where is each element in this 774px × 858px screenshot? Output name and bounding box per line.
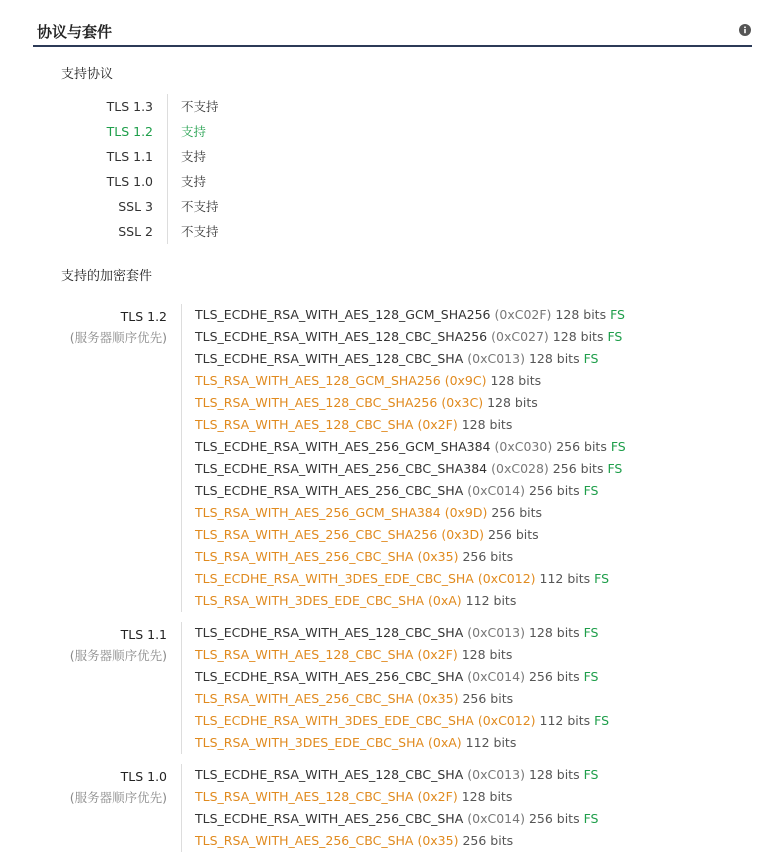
cipher-suite-bits: 256 bits [462, 833, 514, 848]
cipher-suite-bits: 128 bits [528, 351, 580, 366]
cipher-suite-row [195, 370, 626, 392]
cipher-suite-row [195, 326, 626, 348]
cipher-suite-bits: 112 bits [539, 571, 591, 586]
cipher-suite-hex: (0xC013) [467, 351, 525, 366]
suite-group-tls12 [0, 304, 774, 612]
cipher-suite-bits: 256 bits [556, 439, 607, 454]
protocol-support: 不支持 [167, 219, 219, 244]
cipher-suite-bits: 128 bits [490, 373, 542, 388]
protocol-name: TLS 1.0 [106, 174, 153, 189]
cipher-suite-name: TLS_RSA_WITH_AES_256_CBC_SHA256 [195, 527, 438, 542]
cipher-suite-bits: 256 bits [528, 669, 580, 684]
cipher-suite-row [195, 524, 626, 546]
cipher-suite-hex: (0x9D) [444, 505, 488, 520]
cipher-suite-row [195, 590, 626, 612]
cipher-suite-name: TLS_RSA_WITH_AES_256_GCM_SHA384 [195, 505, 441, 520]
cipher-suite-bits: 256 bits [528, 483, 580, 498]
cipher-suite-row [195, 710, 609, 732]
cipher-suite-row [195, 502, 626, 524]
cipher-suite-bits: 112 bits [465, 735, 517, 750]
cipher-suite-row [195, 414, 626, 436]
cipher-suite-name: TLS_RSA_WITH_AES_128_CBC_SHA256 [195, 395, 438, 410]
section-title: 协议与套件 [37, 23, 113, 41]
suite-group-label [0, 622, 181, 754]
cipher-suite-hex: (0xC014) [467, 811, 525, 826]
forward-secrecy-badge: FS [594, 713, 610, 728]
cipher-suite-hex: (0x35) [417, 833, 459, 848]
protocol-row [0, 194, 774, 219]
suite-group-version: TLS 1.0 [120, 769, 167, 784]
suite-group-tls11 [0, 622, 774, 754]
cipher-suite-name: TLS_ECDHE_RSA_WITH_AES_128_GCM_SHA256 [195, 307, 491, 322]
cipher-suite-name: TLS_ECDHE_RSA_WITH_AES_256_CBC_SHA [195, 669, 464, 684]
forward-secrecy-badge: FS [583, 767, 599, 782]
suite-group-preference: (服务器顺序优先) [69, 648, 167, 663]
cipher-suite-hex: (0x3C) [441, 395, 484, 410]
cipher-suite-row [195, 304, 626, 326]
protocol-row [0, 169, 774, 194]
protocol-name: TLS 1.2 [106, 124, 153, 139]
cipher-suite-hex: (0xC014) [467, 669, 525, 684]
cipher-suite-bits: 128 bits [528, 625, 580, 640]
cipher-suite-name: TLS_RSA_WITH_AES_128_CBC_SHA [195, 417, 414, 432]
cipher-suite-name: TLS_RSA_WITH_AES_128_CBC_SHA [195, 647, 414, 662]
cipher-suite-bits: 128 bits [528, 767, 580, 782]
cipher-suite-hex: (0x9C) [444, 373, 487, 388]
cipher-suite-row [195, 392, 626, 414]
cipher-suite-row [195, 622, 609, 644]
cipher-suite-bits: 256 bits [462, 549, 514, 564]
cipher-suite-name: TLS_RSA_WITH_AES_256_CBC_SHA [195, 833, 414, 848]
forward-secrecy-badge: FS [583, 351, 599, 366]
cipher-suite-name: TLS_ECDHE_RSA_WITH_AES_128_CBC_SHA256 [195, 329, 488, 344]
protocol-list [0, 94, 774, 244]
section-header [33, 15, 752, 47]
protocol-name: TLS 1.3 [106, 99, 153, 114]
protocol-support: 不支持 [167, 94, 219, 119]
suites-heading: 支持的加密套件 [61, 269, 153, 284]
cipher-suite-name: TLS_RSA_WITH_AES_256_CBC_SHA [195, 549, 414, 564]
cipher-suite-hex: (0xC027) [491, 329, 549, 344]
cipher-suite-hex: (0x2F) [417, 647, 458, 662]
protocols-heading: 支持协议 [61, 67, 114, 82]
suite-list [181, 304, 626, 612]
cipher-suite-bits: 112 bits [539, 713, 591, 728]
cipher-suite-bits: 256 bits [528, 811, 580, 826]
cipher-suite-name: TLS_ECDHE_RSA_WITH_3DES_EDE_CBC_SHA [195, 713, 474, 728]
cipher-suite-row [195, 666, 609, 688]
forward-secrecy-badge: FS [583, 669, 599, 684]
cipher-suite-bits: 256 bits [491, 505, 543, 520]
cipher-suite-row [195, 688, 609, 710]
cipher-suite-bits: 128 bits [487, 395, 538, 410]
suite-group-label [0, 304, 181, 612]
protocol-name: TLS 1.1 [106, 149, 153, 164]
cipher-suite-name: TLS_ECDHE_RSA_WITH_AES_256_CBC_SHA [195, 483, 464, 498]
cipher-suite-name: TLS_RSA_WITH_AES_128_CBC_SHA [195, 789, 414, 804]
cipher-suite-name: TLS_ECDHE_RSA_WITH_AES_128_CBC_SHA [195, 351, 464, 366]
cipher-suite-bits: 128 bits [552, 329, 604, 344]
forward-secrecy-badge: FS [583, 483, 599, 498]
cipher-suite-row [195, 644, 609, 666]
cipher-suite-bits: 128 bits [461, 417, 513, 432]
cipher-suite-row [195, 764, 598, 786]
protocol-support: 支持 [167, 169, 206, 194]
cipher-suite-hex: (0x3D) [441, 527, 484, 542]
forward-secrecy-badge: FS [594, 571, 610, 586]
cipher-suite-bits: 128 bits [555, 307, 607, 322]
cipher-suite-row [195, 546, 626, 568]
protocol-support: 不支持 [167, 194, 219, 219]
cipher-suite-row [195, 348, 626, 370]
suite-group-version: TLS 1.2 [120, 309, 167, 324]
cipher-suite-hex: (0xC013) [467, 625, 525, 640]
suite-list [181, 622, 609, 754]
cipher-suite-row [195, 808, 598, 830]
cipher-suite-hex: (0xC013) [467, 767, 525, 782]
cipher-suite-name: TLS_RSA_WITH_AES_128_GCM_SHA256 [195, 373, 441, 388]
cipher-suite-name: TLS_ECDHE_RSA_WITH_3DES_EDE_CBC_SHA [195, 571, 474, 586]
cipher-suite-hex: (0xC028) [491, 461, 549, 476]
protocol-name: SSL 2 [118, 224, 153, 239]
cipher-suite-hex: (0xC030) [494, 439, 553, 454]
suite-group-preference: (服务器顺序优先) [69, 790, 167, 805]
protocol-row [0, 94, 774, 119]
cipher-suite-row [195, 732, 609, 754]
cipher-suite-hex: (0xA) [428, 593, 462, 608]
cipher-suite-hex: (0xC02F) [494, 307, 552, 322]
cipher-suite-name: TLS_ECDHE_RSA_WITH_AES_256_CBC_SHA [195, 811, 464, 826]
suite-group-label [0, 764, 181, 852]
cipher-suite-bits: 256 bits [487, 527, 539, 542]
cipher-suite-row [195, 786, 598, 808]
forward-secrecy-badge: FS [583, 811, 599, 826]
cipher-suite-bits: 256 bits [462, 691, 514, 706]
cipher-suite-name: TLS_ECDHE_RSA_WITH_AES_256_GCM_SHA384 [195, 439, 491, 454]
cipher-suite-hex: (0x2F) [417, 417, 458, 432]
forward-secrecy-badge: FS [607, 329, 623, 344]
cipher-suite-hex: (0xC012) [477, 713, 536, 728]
cipher-suite-hex: (0xC012) [477, 571, 536, 586]
forward-secrecy-badge: FS [610, 439, 626, 454]
cipher-suite-row [195, 568, 626, 590]
cipher-suite-hex: (0x35) [417, 549, 459, 564]
cipher-suite-hex: (0x2F) [417, 789, 458, 804]
suite-group-preference: (服务器顺序优先) [69, 330, 167, 345]
cipher-suite-hex: (0xA) [428, 735, 462, 750]
cipher-suite-hex: (0x35) [417, 691, 459, 706]
protocol-row [0, 119, 774, 144]
suite-group-tls10 [0, 764, 774, 852]
cipher-suite-name: TLS_RSA_WITH_AES_256_CBC_SHA [195, 691, 414, 706]
cipher-suite-name: TLS_RSA_WITH_3DES_EDE_CBC_SHA [195, 593, 425, 608]
suite-list [181, 764, 598, 852]
cipher-suite-row [195, 458, 626, 480]
protocol-row [0, 144, 774, 169]
cipher-suite-name: TLS_ECDHE_RSA_WITH_AES_256_CBC_SHA384 [195, 461, 488, 476]
protocol-name: SSL 3 [118, 199, 153, 214]
cipher-suite-bits: 128 bits [461, 789, 513, 804]
protocol-support: 支持 [167, 144, 206, 169]
suite-group-version: TLS 1.1 [120, 627, 167, 642]
cipher-suite-bits: 112 bits [465, 593, 517, 608]
forward-secrecy-badge: FS [610, 307, 625, 322]
cipher-suite-row [195, 480, 626, 502]
cipher-suite-bits: 256 bits [552, 461, 604, 476]
cipher-suite-row [195, 436, 626, 458]
cipher-suite-name: TLS_ECDHE_RSA_WITH_AES_128_CBC_SHA [195, 767, 464, 782]
cipher-suite-row [195, 830, 598, 852]
cipher-suite-name: TLS_RSA_WITH_3DES_EDE_CBC_SHA [195, 735, 425, 750]
forward-secrecy-badge: FS [583, 625, 599, 640]
protocol-support: 支持 [167, 119, 206, 144]
protocol-row [0, 219, 774, 244]
info-icon[interactable] [739, 24, 751, 36]
forward-secrecy-badge: FS [607, 461, 623, 476]
cipher-suite-hex: (0xC014) [467, 483, 525, 498]
cipher-suite-name: TLS_ECDHE_RSA_WITH_AES_128_CBC_SHA [195, 625, 464, 640]
cipher-suite-bits: 128 bits [461, 647, 513, 662]
